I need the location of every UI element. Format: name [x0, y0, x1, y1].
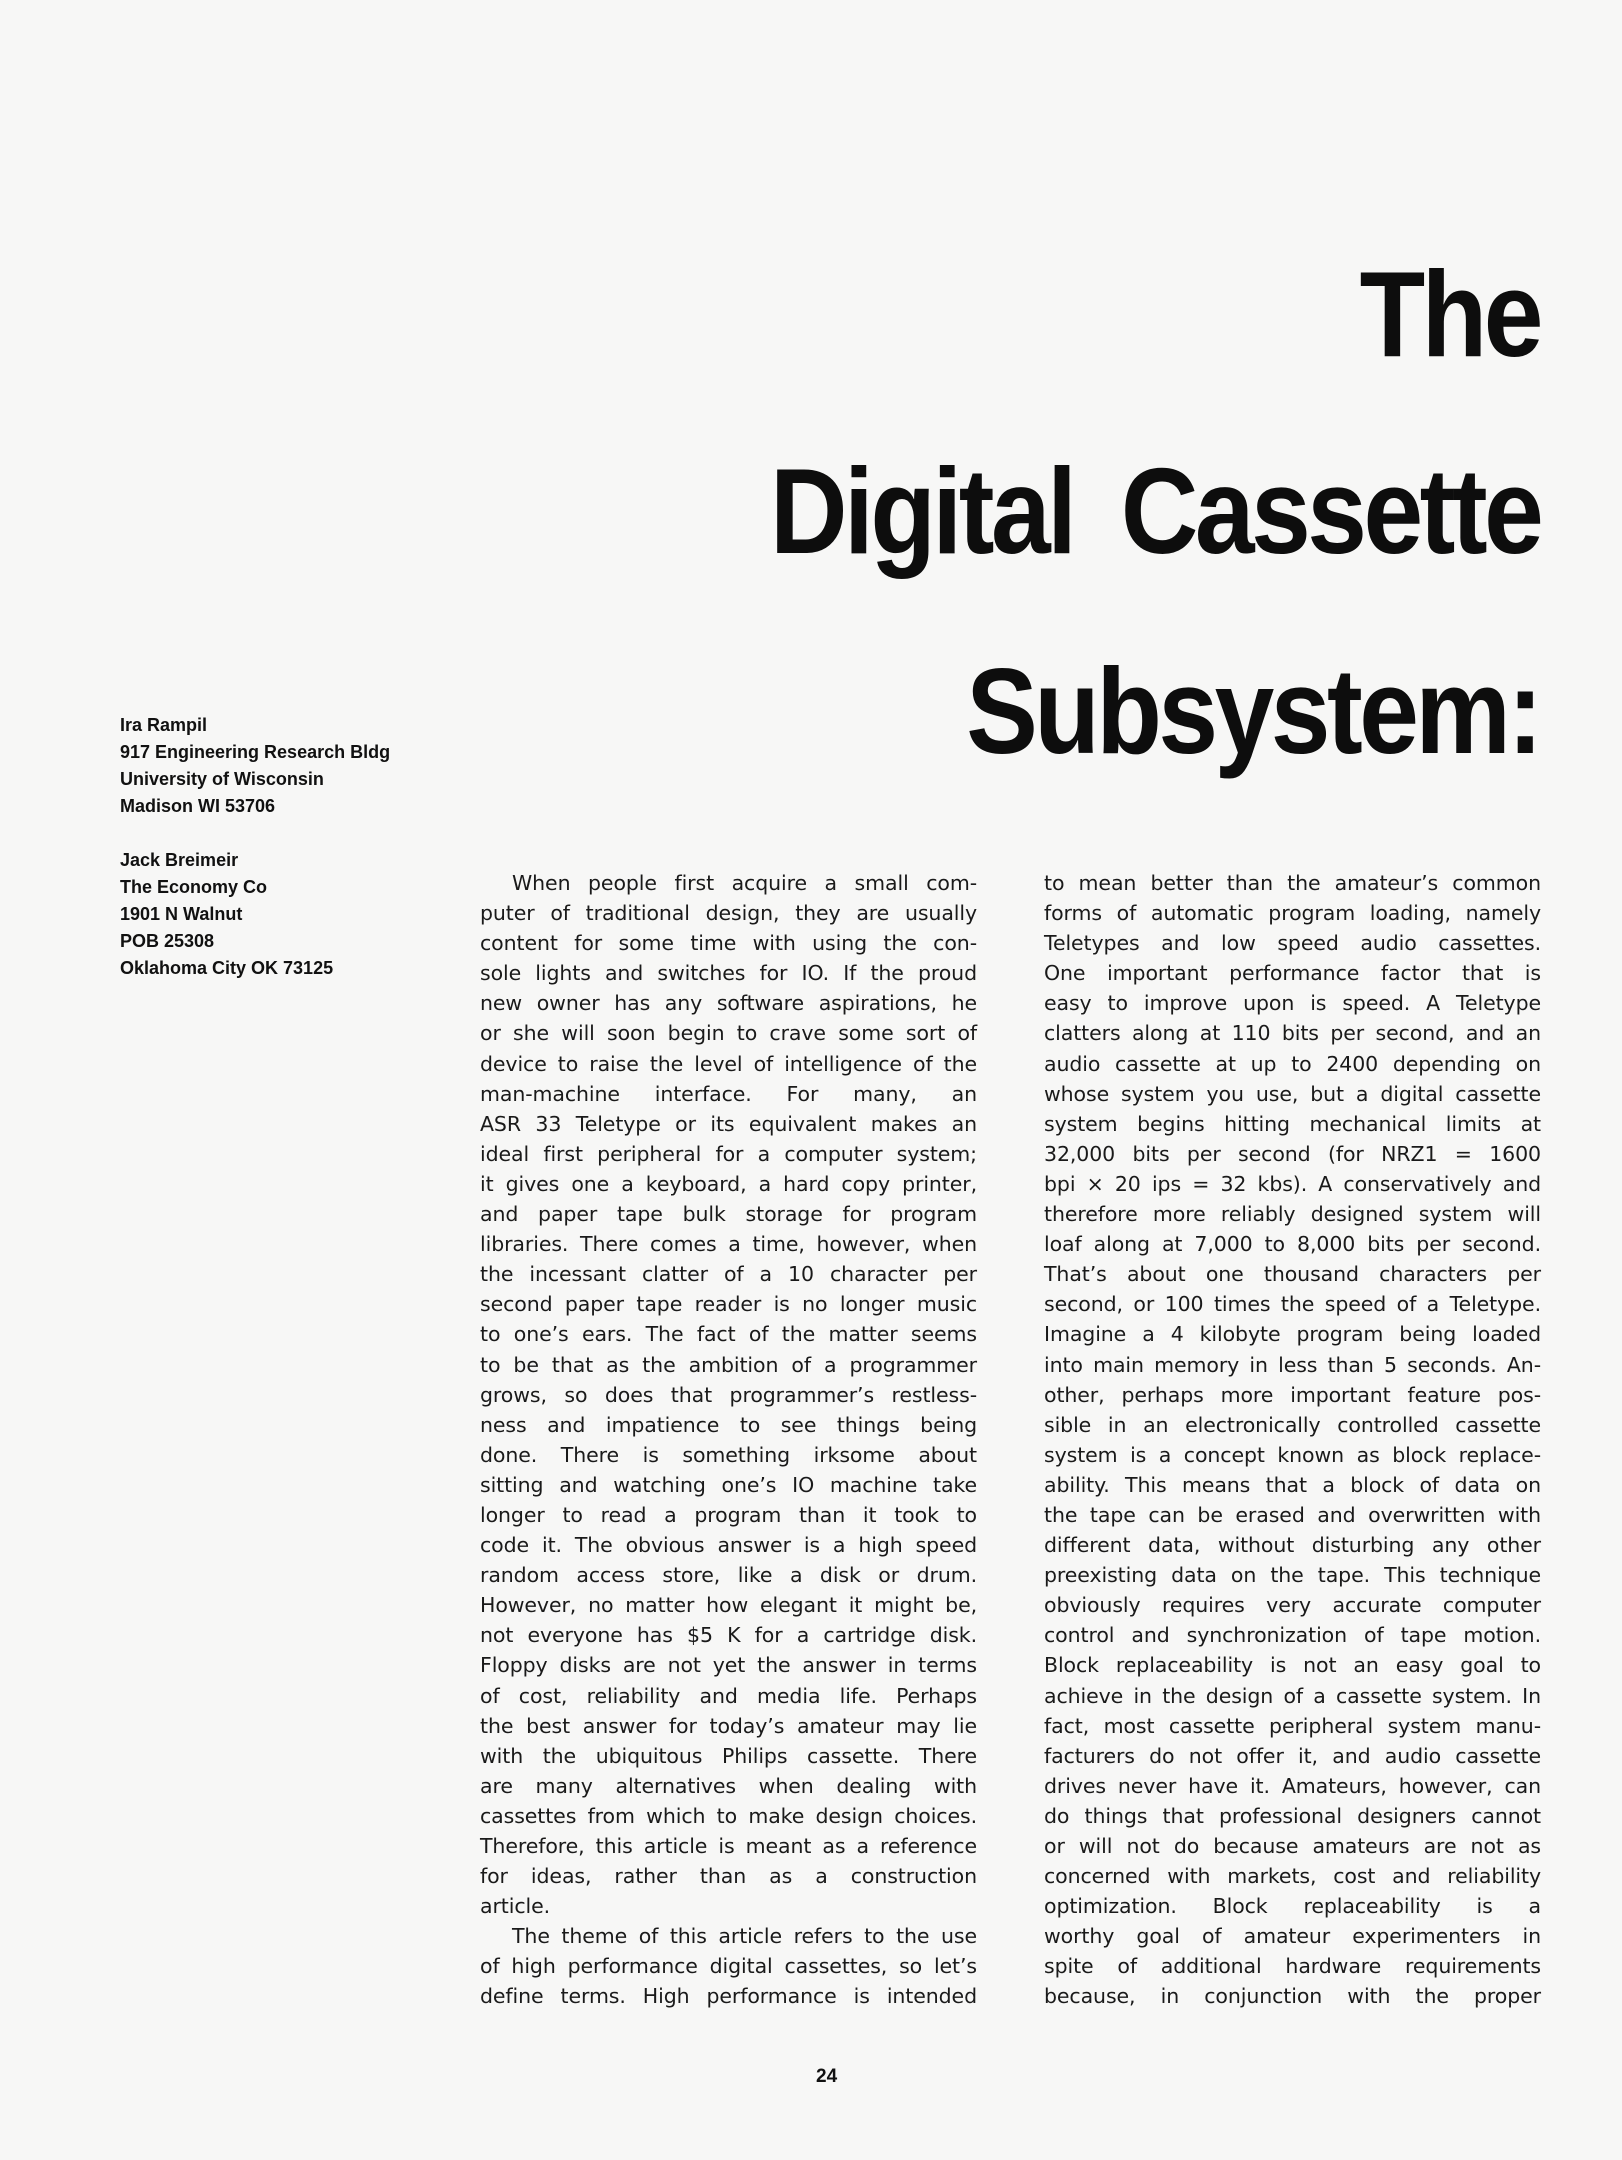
author-name: Ira Rampil [120, 715, 208, 735]
body-text-line: longer to read a program than it took to [480, 1502, 977, 1527]
body-text-line: system is a concept known as block replace- [1044, 1442, 1541, 1467]
body-text-line: the incessant clatter of a 10 character per [480, 1262, 977, 1287]
body-text-line: whose system you use, but a digital cassette [1044, 1081, 1541, 1106]
body-text-line: of cost, reliability and media life. Perhaps [480, 1683, 977, 1708]
body-text-line: do things that professional designers cannot [1044, 1803, 1541, 1828]
body-text-line: grows, so does that programmer’s restless- [480, 1382, 977, 1407]
body-text-line: control and synchronization of tape motion. [1044, 1623, 1541, 1648]
body-text-line: sitting and watching one’s IO machine take [480, 1472, 977, 1497]
author-block-breimeir [120, 847, 390, 982]
body-text-line: with the ubiquitous Philips cassette. There [480, 1743, 977, 1768]
body-text-line: different data, without disturbing any other [1044, 1533, 1541, 1558]
body-text-line: concerned with markets, cost and reliability [1044, 1864, 1541, 1889]
author-affiliations [120, 712, 390, 1009]
body-text-line: optimization. Block replaceability is a [1044, 1894, 1541, 1919]
body-text-line: clatters along at 110 bits per second, and an [1044, 1021, 1541, 1046]
article-title-line-3: Subsystem: [966, 643, 1540, 779]
body-text-line: Teletypes and low speed audio cassettes. [1044, 931, 1541, 956]
body-text-line: random access store, like a disk or drum. [480, 1563, 977, 1588]
body-text-line: When people first acquire a small com- [512, 871, 977, 895]
body-text-line: therefore more reliably designed system will [1044, 1202, 1541, 1227]
body-text-line: other, perhaps more important feature pos- [1044, 1382, 1541, 1407]
author-address-line: Madison WI 53706 [120, 796, 276, 816]
body-text-line: worthy goal of amateur experimenters in [1044, 1924, 1541, 1949]
body-text-line: because, in conjunction with the proper [1044, 1984, 1541, 2009]
body-text-line: the best answer for today’s amateur may lie [480, 1713, 977, 1738]
body-text-line: Block replaceability is not an easy goal to [1044, 1653, 1541, 1678]
body-text-line: code it. The obvious answer is a high speed [480, 1533, 977, 1558]
article-title-line-2: Digital Cassette [769, 443, 1540, 579]
body-text-line: ness and impatience to see things being [480, 1412, 977, 1437]
body-text-line: to mean better than the amateur’s common [1044, 871, 1541, 895]
body-text-line: into main memory in less than 5 seconds. An- [1044, 1352, 1541, 1377]
body-text-line: easy to improve upon is speed. A Teletype [1044, 991, 1541, 1016]
body-text-line: One important performance factor that is [1044, 961, 1541, 986]
body-text-line: spite of additional hardware requirements [1044, 1954, 1541, 1979]
body-text-line: obviously requires very accurate computer [1044, 1593, 1541, 1618]
author-address-line: 917 Engineering Research Bldg [120, 742, 391, 762]
body-text-line: ASR 33 Teletype or its equivalent makes an [480, 1111, 977, 1136]
body-text-line: device to raise the level of intelligence of the [480, 1051, 977, 1076]
author-address-line: 1901 N Walnut [120, 904, 243, 924]
author-address-line: The Economy Co [120, 877, 268, 897]
body-text-line: achieve in the design of a cassette system. In [1044, 1683, 1541, 1708]
body-column-1 [480, 868, 977, 2012]
body-text-line: the tape can be erased and overwritten with [1044, 1502, 1541, 1527]
body-text-line: new owner has any software aspirations, he [480, 991, 977, 1016]
body-text-line: are many alternatives when dealing with [480, 1773, 977, 1798]
body-column-2 [1044, 868, 1541, 2012]
body-text-line: define terms. High performance is intended [480, 1984, 977, 2009]
body-text-line: Imagine a 4 kilobyte program being loaded [1044, 1322, 1541, 1347]
body-text-line: article. [480, 1894, 551, 1919]
body-text-line: cassettes from which to make design choices. [480, 1803, 977, 1828]
body-text-line: loaf along at 7,000 to 8,000 bits per second. [1044, 1232, 1541, 1257]
body-text-line: preexisting data on the tape. This technique [1044, 1563, 1541, 1588]
body-text-line: man-machine interface. For many, an [480, 1081, 977, 1106]
body-text-line: libraries. There comes a time, however, when [480, 1232, 977, 1257]
page-number: 24 [816, 2066, 838, 2087]
body-text-line: done. There is something irksome about [480, 1442, 977, 1467]
body-text-line: system begins hitting mechanical limits at [1044, 1111, 1541, 1136]
author-address-line: University of Wisconsin [120, 769, 324, 789]
body-text-line: sible in an electronically controlled cassette [1044, 1412, 1541, 1437]
body-text-line: However, no matter how elegant it might be, [480, 1593, 977, 1618]
body-text-line: 32,000 bits per second (for NRZ1 = 1600 [1044, 1141, 1541, 1166]
body-text-line: Therefore, this article is meant as a reference [480, 1834, 977, 1858]
body-text-line: bpi × 20 ips = 32 kbs). A conservatively and [1044, 1171, 1541, 1196]
body-text-line: The theme of this article refers to the use [512, 1924, 977, 1949]
body-text-line: second, or 100 times the speed of a Teletype. [1044, 1292, 1541, 1317]
body-text-line: drives never have it. Amateurs, however, can [1044, 1773, 1541, 1798]
author-block-rampil [120, 712, 390, 820]
body-text-line: to one’s ears. The fact of the matter seems [480, 1322, 977, 1347]
body-text-line: of high performance digital cassettes, so let’s [480, 1954, 977, 1979]
author-name: Jack Breimeir [120, 850, 239, 870]
body-text-line: it gives one a keyboard, a hard copy printer, [480, 1171, 977, 1196]
body-text-line: content for some time with using the con- [480, 931, 977, 956]
body-text-line: sole lights and switches for IO. If the proud [480, 961, 977, 986]
body-text-line: ability. This means that a block of data on [1044, 1472, 1541, 1497]
author-address-line: Oklahoma City OK 73125 [120, 958, 334, 978]
article-title-line-1: The [1359, 246, 1540, 382]
body-text-line: or she will soon begin to crave some sort of [480, 1021, 977, 1046]
author-address-line: POB 25308 [120, 931, 215, 951]
body-text-line: Floppy disks are not yet the answer in terms [480, 1653, 977, 1678]
body-text-line: That’s about one thousand characters per [1044, 1262, 1541, 1287]
body-text-line: ideal first peripheral for a computer system; [480, 1141, 977, 1166]
body-text-line: and paper tape bulk storage for program [480, 1202, 977, 1227]
body-text-line: fact, most cassette peripheral system manu- [1044, 1713, 1541, 1738]
body-text-line: second paper tape reader is no longer music [480, 1292, 977, 1317]
body-text-line: not everyone has $5 K for a cartridge disk. [480, 1623, 977, 1648]
body-text-line: for ideas, rather than as a construction [480, 1864, 977, 1889]
body-text-line: facturers do not offer it, and audio cassette [1044, 1743, 1541, 1768]
body-text-line: audio cassette at up to 2400 depending on [1044, 1051, 1541, 1076]
body-text-line: or will not do because amateurs are not as [1044, 1834, 1541, 1858]
body-text-line: to be that as the ambition of a programmer [480, 1352, 977, 1377]
body-text-line: forms of automatic program loading, namely [1044, 901, 1541, 926]
body-text-line: puter of traditional design, they are usually [480, 901, 977, 926]
